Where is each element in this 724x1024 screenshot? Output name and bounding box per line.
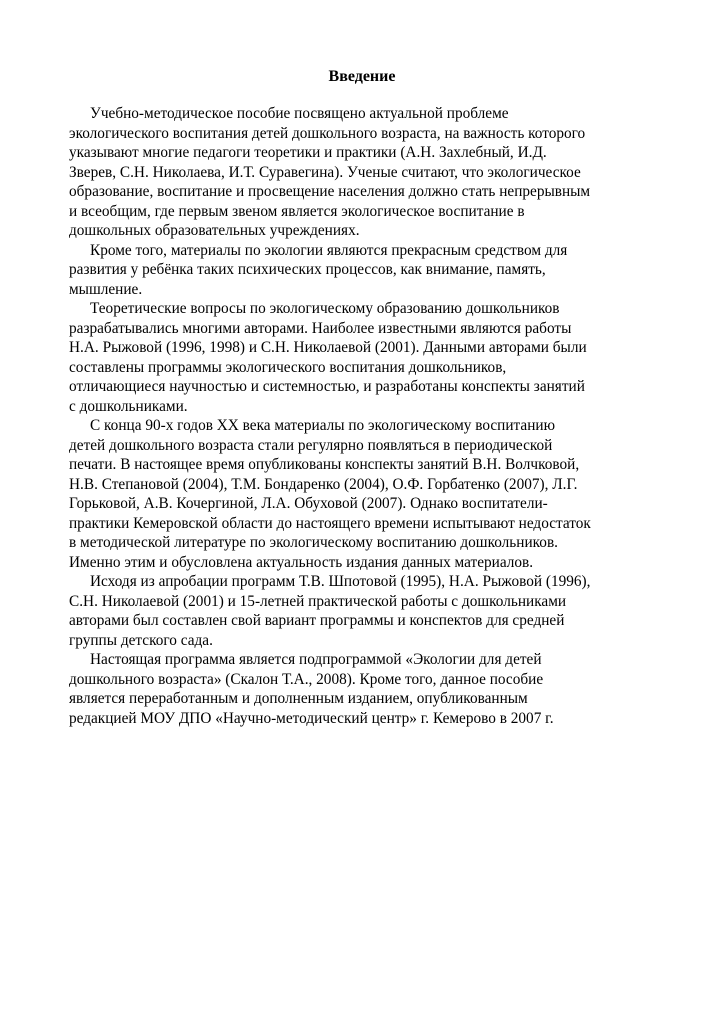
paragraph — [69, 572, 654, 650]
text-line: и всеобщим, где первым звеном является экологическое воспитание в — [69, 202, 525, 220]
text-line: авторами был составлен свой вариант программы и конспектов для средней — [69, 612, 565, 629]
text-line: Зверев, С.Н. Николаева, И.Т. Суравегина). Ученые считают, что экологическое — [69, 163, 581, 181]
text-line: указывают многие педагоги теоретики и практики (А.Н. Захлебный, И.Д. — [69, 144, 547, 161]
text-line: разрабатывались многими авторами. Наиболее известными являются работы — [69, 319, 572, 337]
text-line: дошкольного возраста» (Скалон Т.А., 2008). Кроме того, данное пособие — [69, 670, 544, 688]
text-line: Кроме того, материалы по экологии являются прекрасным средством для — [90, 241, 568, 259]
text-line: развития у ребёнка таких психических процессов, как внимание, память, — [69, 261, 546, 278]
paragraph — [69, 299, 654, 416]
paragraph — [69, 104, 654, 241]
text-line: экологического воспитания детей дошкольного возраста, на важность которого — [69, 124, 586, 142]
text-line: Исходя из апробации программ Т.В. Шпотовой (1995), Н.А. Рыжовой (1996), — [90, 573, 591, 590]
paragraph — [69, 241, 654, 300]
text-line: Именно этим и обусловлена актуальность издания данных материалов. — [69, 553, 534, 571]
text-line: Н.В. Степановой (2004), Т.М. Бондаренко (2004), О.Ф. Горбатенко (2007), Л.Г. — [69, 475, 578, 493]
text-line: детей дошкольного возраста стали регулярно появляться в периодической — [69, 436, 553, 454]
text-line: мышление. — [69, 280, 143, 298]
text-line: группы детского сада. — [69, 631, 213, 649]
text-line: образование, воспитание и просвещение населения должно стать непрерывным — [69, 183, 591, 200]
text-line: Н.А. Рыжовой (1996, 1998) и С.Н. Николаевой (2001). Данными авторами были — [69, 339, 587, 356]
text-line: С.Н. Николаевой (2001) и 15-летней практической работы с дошкольниками — [69, 592, 567, 610]
text-line: печати. В настоящее время опубликованы конспекты занятий В.Н. Волчковой, — [69, 456, 580, 473]
text-line: является переработанным и дополненным изданием, опубликованным — [69, 690, 528, 707]
text-line: С конца 90-х годов XX века материалы по экологическому воспитанию — [90, 417, 556, 434]
text-line: с дошкольниками. — [69, 397, 188, 415]
text-line: составлены программы экологического воспитания дошкольников, — [69, 358, 507, 376]
text-line: дошкольных образовательных учреждениях. — [69, 222, 360, 239]
text-line: Горьковой, А.В. Кочергиной, Л.А. Обуховой (2007). Однако воспитатели- — [69, 495, 548, 512]
text-line: практики Кемеровской области до настоящего времени испытывают недостаток — [69, 514, 591, 532]
paragraph — [69, 416, 654, 572]
text-line: Настоящая программа является подпрограммой «Экологии для детей — [90, 651, 542, 668]
text-line: отличающиеся научностью и системностью, и разработаны конспекты занятий — [69, 378, 585, 395]
text-line: Учебно-методическое пособие посвящено актуальной проблеме — [90, 105, 509, 122]
text-line: в методической литературе по экологическому воспитанию дошкольников. — [69, 534, 558, 551]
page-title: Введение — [328, 68, 396, 85]
document-body — [69, 104, 654, 728]
paragraph — [69, 650, 654, 728]
text-line: редакцией МОУ ДПО «Научно-методический центр» г. Кемерово в 2007 г. — [69, 709, 554, 727]
text-line: Теоретические вопросы по экологическому образованию дошкольников — [90, 300, 560, 317]
